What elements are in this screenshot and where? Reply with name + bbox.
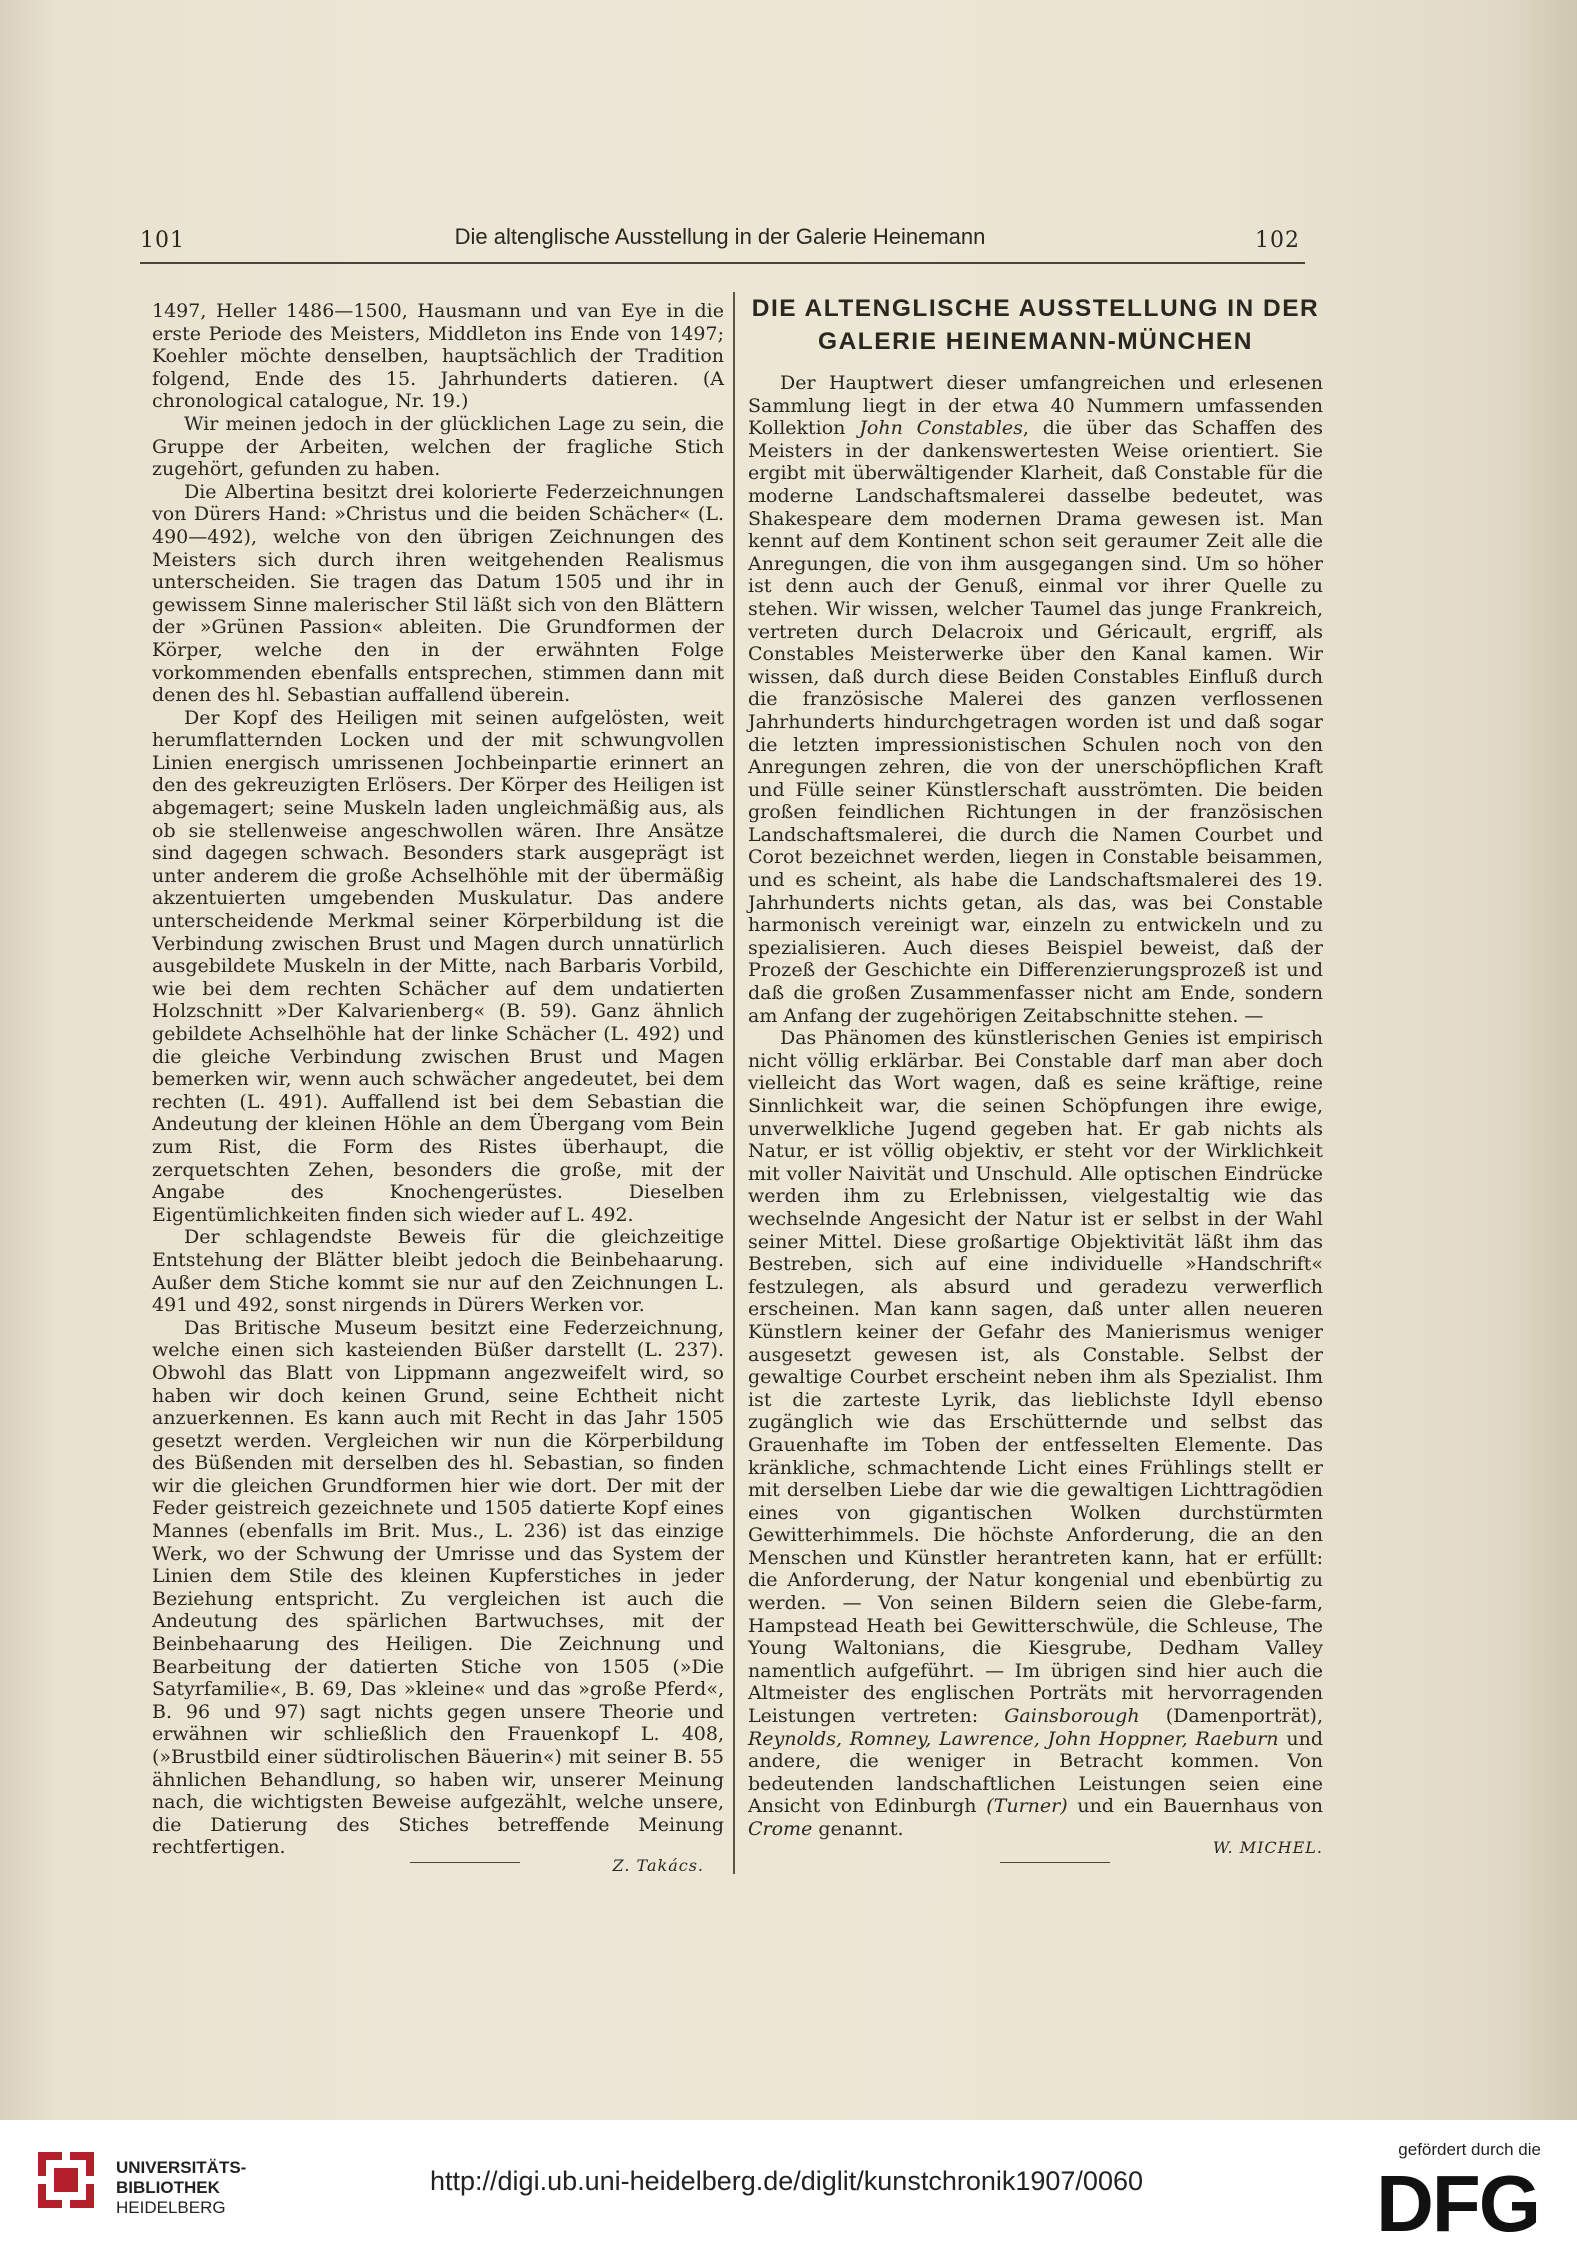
page-number-right: 102 <box>1255 228 1300 253</box>
running-title: Die altenglische Ausstellung in der Galerie Heinemann <box>454 224 986 249</box>
author-signature: Z. Takács. <box>612 1855 704 1875</box>
paragraph: Die Albertina besitzt drei kolorierte Federzeichnungen von Dürers Hand: »Christus und die beiden Schächer« (L. 490—492), welche von den übrigen Zeichnungen des Meisters sich durch ihren weitgehenden Realismus unterscheiden. Sie tragen das Datum 1505 und ihr in gewissem Sinne malerischer Stil läßt sich von den Blättern der »Grünen Passion« ableiten. Die Grundformen der Körper, welche den in der erwähnten Folge vorkommenden ebenfalls entsprechen, stimmen dann mit denen des hl. Sebastian auffallend überein. <box>152 480 724 707</box>
author-signature: W. MICHEL. <box>1212 1837 1323 1857</box>
page-number-left: 101 <box>140 228 185 253</box>
left-column <box>152 300 724 1878</box>
italic-name: John Constables <box>859 417 1023 440</box>
footer-bar <box>0 2120 1577 2260</box>
article-heading: DIE ALTENGLISCHE AUSSTELLUNG IN DER GALERIE HEINEMANN-MÜNCHEN <box>751 295 1320 355</box>
header-rule <box>140 262 1305 264</box>
university-name: UNIVERSITÄTS- BIBLIOTHEK HEIDELBERG <box>116 2158 247 2217</box>
paragraph: Der Hauptwert dieser umfangreichen und erlesenen Sammlung liegt in der etwa 40 Nummern umfassenden Kollektion John Constables, die über das Schaffen des Meisters in der dankenswertesten Weise orientiert. Sie ergibt mit überwältigender Klarheit, daß Constable für die moderne Landschaftsmalerei dasselbe bedeutet, was Shakespeare dem modernen Drama gewesen ist. Man kennt auf dem Kontinent schon seit geraumer Zeit alle die Anregungen, die von ihm ausgegangen sind. Um so höher ist denn auch der Genuß, einmal vor ihrer Quelle zu stehen. Wir wissen, welcher Taumel das junge Frankreich, vertreten durch Delacroix und Géricault, ergriff, als Constables Meisterwerke über den Kanal kamen. Wir wissen, daß durch diese Beiden Constables Einfluß durch die französische Malerei des ganzen verflossenen Jahrhunderts hindurchgetragen worden ist und daß sogar die letzten impressionistischen Schulen noch von den Anregungen zehren, die von der unerschöpflichen Kraft und Fülle seiner Künstlerschaft ausströmten. Die beiden großen feindlichen Richtungen in der französischen Landschaftsmalerei, die durch die Namen Courbet und Corot bezeichnet werden, liegen in Constable beisammen, und es scheint, als habe die Landschaftsmalerei des 19. Jahrhunderts nichts getan, als das, was bei Constable harmonisch vereinigt war, einzeln zu entwickeln und zu spezialisieren. Auch dieses Beispiel beweist, daß der Prozeß der Geschichte ein Differenzierungsprozeß ist und daß die großen Zusammenfasser nicht am Ende, sondern am Anfang der zugehörigen Zeitabschnitte stehen. — <box>748 372 1324 1027</box>
paragraph: Wir meinen jedoch in der glücklichen Lage zu sein, die Gruppe der Arbeiten, welchen der fragliche Stich zugehört, gefunden zu haben. <box>152 412 724 481</box>
italic-name: Crome <box>748 1818 813 1840</box>
running-header <box>140 224 1300 264</box>
column-divider <box>733 292 735 1874</box>
right-column <box>748 292 1323 1859</box>
italic-name: Gainsborough <box>1004 1705 1140 1728</box>
end-rule-left <box>410 1862 520 1863</box>
funding-note: gefördert durch die <box>1398 2140 1541 2159</box>
end-rule-right <box>1000 1862 1110 1863</box>
paragraph: Das Phänomen des künstlerischen Genies ist empirisch nicht völlig erklärbar. Bei Constable darf man aber doch vielleicht das Wort wagen, daß es seine kräftige, reine Sinnlichkeit war, die seinen Schöpfungen ihre ewige, unverwelkliche Jugend gegeben hat. Er gab nichts als Natur, er ist völlig objektiv, er steht vor der Wirklichkeit mit voller Naivität und Unschuld. Alle optischen Eindrücke werden ihm zu Erlebnissen, vielgestaltig wie das wechselnde Angesicht der Natur ist er selbst in der Wahl seiner Mittel. Diese großartige Objektivität läßt ihm das Bestreben, sich auf eine individuelle »Handschrift« festzulegen, als absurd und geradezu verwerflich erscheinen. Man kann sagen, daß unter allen neueren Künstlern keiner der Gefahr des Manierismus weniger ausgesetzt gewesen ist, als Constable. Selbst der gewaltige Courbet erscheint neben ihm als Spezialist. Ihm ist die zarteste Lyrik, das lieblichste Idyll ebenso zugänglich wie das Erschütternde und selbst das Grauenhafte im Toben der entfesselten Elemente. Das kränkliche, schmachtende Licht eines Frühlings stellt er mit derselben Liebe dar wie die gewaltigen Lichttragödien eines von gigantischen Wolken durchstürmten Gewitterhimmels. Die höchste Anforderung, die an den Menschen und Künstler herantreten kann, hat er erfüllt: die Anforderung, der Natur kongenial und ebenbürtig zu werden. — Von seinen Bildern seien die Glebe-farm, Hampstead Heath bei Gewitterschwüle, die Schleuse, The Young Waltonians, die Kiesgrube, Dedham Valley namentlich aufgeführt. — Im übrigen sind hier auch die Altmeister des englischen Porträts mit hervorragenden Leistungen vertreten: Gainsborough (Damenporträt), Reynolds, Romney, Lawrence, John Hoppner, Raeburn und andere, die weniger in Betracht kommen. Von bedeutenden landschaftlichen Leistungen seien eine Ansicht von Edinburgh (Turner) und ein Bauernhaus von Crome genannt. <box>748 1027 1324 1840</box>
source-url-link[interactable]: http://digi.ub.uni-heidelberg.de/diglit/kunstchronik1907/0060 <box>430 2166 1143 2196</box>
paragraph: Der schlagendste Beweis für die gleichzeitige Entstehung der Blätter bleibt jedoch die Beinbehaarung. Außer dem Stiche kommt sie nur auf den Zeichnungen L. 491 und 492, sonst nirgends in Dürers Werken vor. <box>152 1226 724 1317</box>
dfg-logo: DFG <box>1376 2159 1539 2248</box>
paragraph: Das Britische Museum besitzt eine Federzeichnung, welche einen sich kasteienden Büßer darstellt (L. 237). Obwohl das Blatt von Lippmann angezweifelt wird, so haben wir doch keinen Grund, seine Echtheit nicht anzuerkennen. Es kann auch mit Recht in das Jahr 1505 gesetzt werden. Vergleichen wir nun die Körperbildung des Büßenden mit derselben des hl. Sebastian, so finden wir die gleichen Grundformen hier wie dort. Der mit der Feder geistreich gezeichnete und 1505 datierte Kopf eines Mannes (ebenfalls im Brit. Mus., L. 236) ist das einzige Werk, wo der Schwung der Umrisse und das System der Linien dem Stile des kleinen Kupferstiches in jeder Beziehung entspricht. Zu vergleichen ist auch die Andeutung des spärlichen Bartwuchses, mit der Beinbehaarung des Heiligen. Die Zeichnung und Bearbeitung der datierten Stiche von 1505 (»Die Satyrfamilie«, B. 69, Das »kleine« und das »große Pferd«, B. 96 und 97) sagt nichts gegen unsere Theorie und erwähnen wir schließlich den Frauenkopf L. 408, (»Brustbild einer südtirolischen Bäuerin«) mit seiner B. 55 ähnlichen Behandlung, so haben wir, unserer Meinung nach, die wichtigsten Beweise aufgezählt, welche unsere, die Datierung des Stiches betreffende Meinung rechtfertigen. <box>152 1316 724 1859</box>
italic-name: (Turner) <box>986 1795 1068 1818</box>
paragraph: 1497, Heller 1486—1500, Hausmann und van Eye in die erste Periode des Meisters, Middleton ins Ende von 1497; Koehler möchte denselben, hauptsächlich der Tradition folgend, Ende des 15. Jahrhunderts datieren. (A chronological catalogue, Nr. 19.) <box>152 300 724 413</box>
italic-name: Reynolds, Romney, Lawrence, John Hoppner, Raeburn <box>748 1727 1279 1750</box>
university-logo-icon <box>32 2146 100 2214</box>
paragraph: Der Kopf des Heiligen mit seinen aufgelösten, weit herumflatternden Locken und der mit schwungvollen Linien energisch umrissenen Jochbeinpartie erinnert an den des gekreuzigten Erlösers. Der Körper des Heiligen ist abgemagert; seine Muskeln laden ungleichmäßig aus, als ob sie stellenweise angeschwollen wären. Ihre Ansätze sind dagegen schwach. Besonders stark ausgeprägt ist unter anderem die große Achselhöhle mit der übermäßig akzentuierten umgebenden Muskulatur. Das andere unterscheidende Merkmal seiner Körperbildung ist die Verbindung zwischen Brust und Magen durch unnatürlich ausgebildete Muskeln in der Mitte, nach Barbaris Vorbild, wie bei dem rechten Schächer auf dem undatierten Holzschnitt »Der Kalvarienberg« (B. 59). Ganz ähnlich gebildete Achselhöhle hat der linke Schächer (L. 492) und die gleiche Verbindung zwischen Brust und Magen bemerken wir, wenn auch schwächer angedeutet, bei dem rechten (L. 491). Auffallend ist bei dem Sebastian die Andeutung der kleinen Höhle an dem Übergang vom Bein zum Rist, die Form des Ristes überhaupt, die zerquetschten Zehen, besonders die große, mit der Angabe des Knochengerüstes. Dieselben Eigentümlichkeiten finden sich wieder auf L. 492. <box>152 706 724 1226</box>
